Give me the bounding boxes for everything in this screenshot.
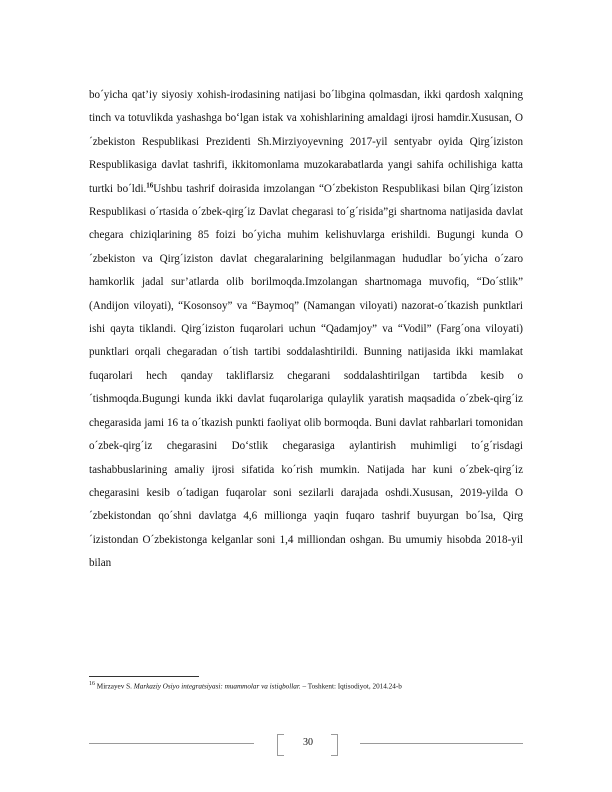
footnote-title: Markaziy Osiyo integratsiyasi: muammolar va istiqbollar.	[133, 682, 301, 691]
page-footer	[89, 730, 523, 758]
footnote-publication: – Toshkent: Iqtisodiyot, 2014.24-b	[300, 682, 402, 691]
footnote-separator	[89, 676, 199, 677]
footnote	[89, 679, 529, 691]
paragraph-text-part-1: bo´yicha qat’iy siyosiy xohish-irodasining natijasi bo´libgina qolmasdan, ikki qardosh xalqning tinch va totuvlikda yashashga bo‘lgan istak va xohishlarining amaldagi ijrosi hamdir.Xususan, O´zbekiston Respublikasi Prezidenti Sh.Mirziyoyevning 2017-yil sentyabr oyida Qirg´iziston Respublikasiga davlat tashrifi, ikkitomonlama muzokarabatlarda yangi sahifa ochilishiga katta turtki bo´ldi.	[89, 89, 523, 195]
footnote-reference[interactable]: 16	[146, 180, 154, 189]
footer-rule-left	[89, 743, 254, 744]
footer-bracket-left	[277, 734, 284, 756]
footnote-marker: 16	[89, 681, 95, 687]
page-number: 30	[303, 737, 313, 748]
paragraph-text-part-2: Ushbu tashrif doirasida imzolangan “O´zbekiston Respublikasi bilan Qirg´iziston Respublikasi o´rtasida o´zbek-qirg´iz Davlat chegarasi to´g´risida”gi shartnoma natijasida davlat chegara chiziqlarining 85 foizi bo´yicha muhim kelishuvlarga erishildi. Bugungi kunda O´zbekiston va Qirg´iziston davlat chegaralarining belgilanmagan hududlar bo´yicha o´zaro hamkorlik jadal sur’atlarda olib borilmoqda.Imzolangan shartnomaga muvofiq, “Do´stlik” (Andijon viloyati), “Kosonsoy” va “Baymoq” (Namangan viloyati) nazorat-o´tkazish punktlari ishi qayta tiklandi. Qirg´iziston fuqarolari uchun “Qadamjoy” va “Vodil” (Farg´ona viloyati) punktlari orqali chegaradan o´tish tartibi soddalashtirildi. Bunning natijasida ikki mamlakat fuqarolari hech qanday takliflarsiz chegarani soddalashtirilgan tartibda kesib o´tishmoqda.Bugungi kunda ikki davlat fuqarolariga qulaylik yaratish maqsadida o´zbek-qirg´iz chegarasida jami 16 ta o´tkazish punkti faoliyat olib bormoqda. Buni davlat rahbarlari tomonidan o´zbek-qirg´iz chegarasini Do‘stlik chegarasiga aylantirish muhimligi to´g´risdagi tashabbuslarining amaliy ijrosi sifatida ko´rish mumkin. Natijada har kuni o´zbek-qirg´iz chegarasini kesib o´tadigan fuqarolar soni sezilarli darajada oshdi.Xususan, 2019-yilda O´zbekistondan qo´shni davlatga 4,6 millionga yaqin fuqaro tashrif buyurgan bo´lsa, Qirg´izistondan O´zbekistonga kelganlar soni 1,4 milliondan oshgan. Bu umumiy hisobda 2018-yil bilan	[89, 182, 523, 570]
footer-bracket-right	[331, 734, 338, 756]
footnote-author: Mirzayev S.	[95, 682, 134, 691]
footer-rule-right	[360, 743, 523, 744]
body-paragraph	[89, 84, 523, 576]
